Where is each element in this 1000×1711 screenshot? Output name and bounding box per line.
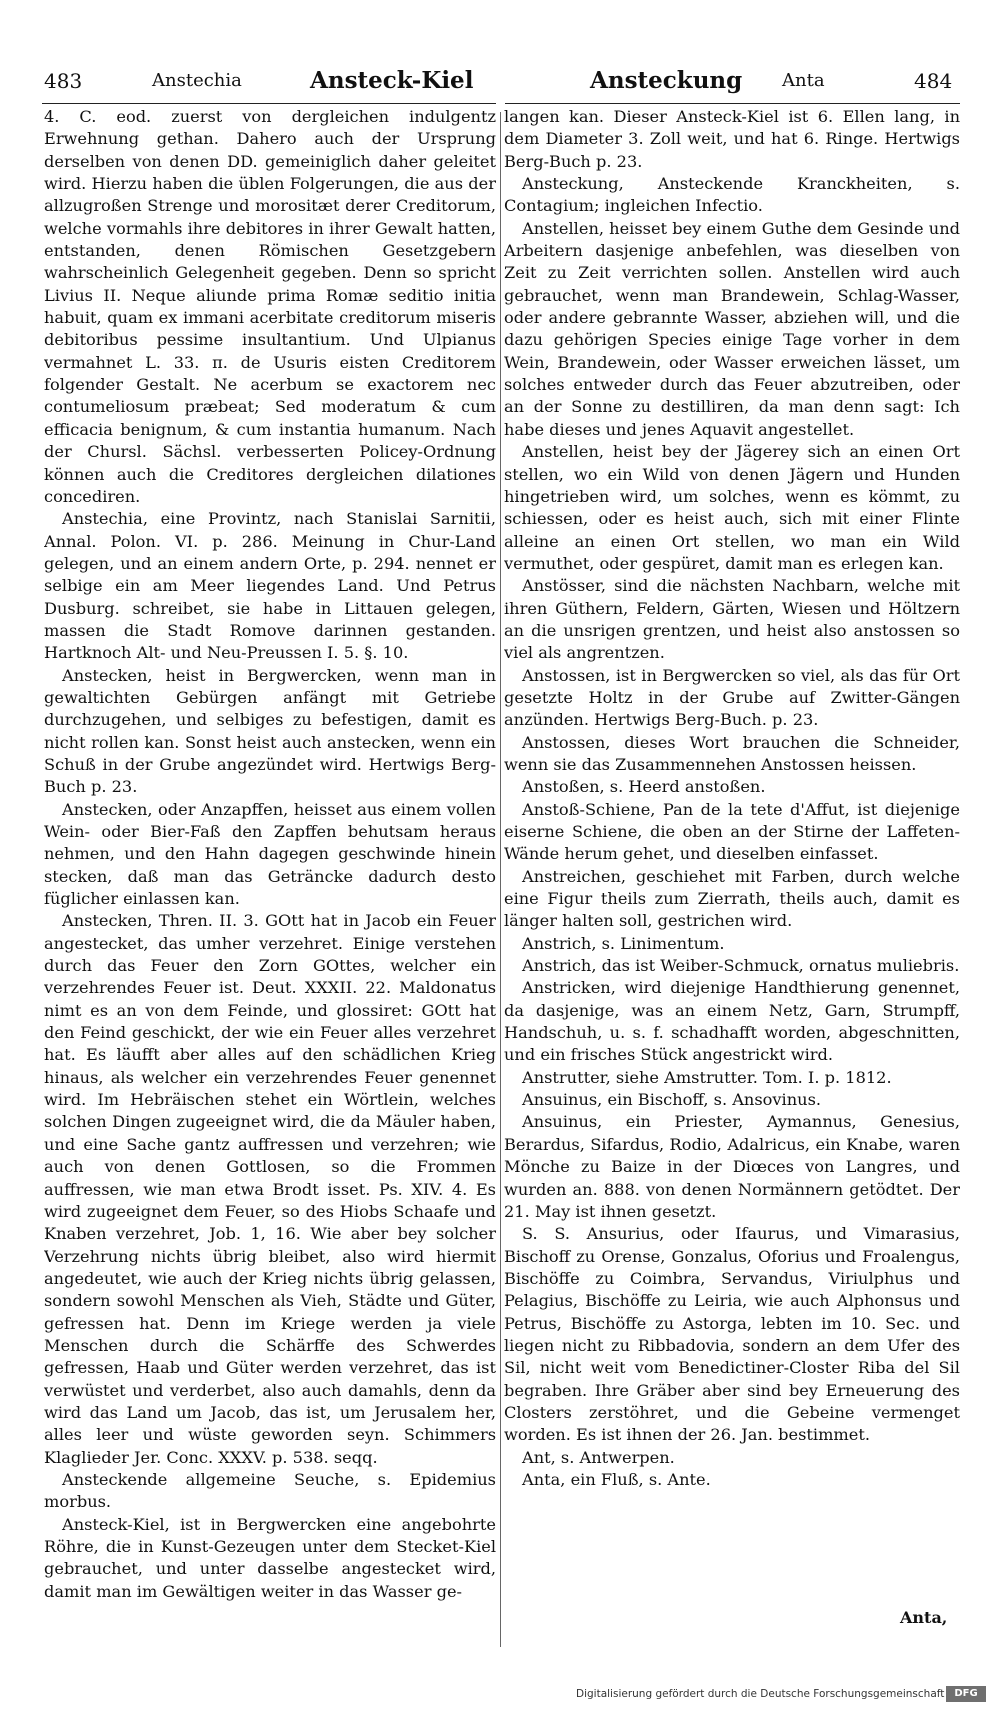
right-column (504, 106, 960, 1491)
entry-ansuinus-priester: Ansuinus, ein Priester, Aymannus, Genesius, Berardus, Sifardus, Rodio, Adalricus, ein Knabe, waren Mönche zu Baize in der Diœces von Langres, und wurden an. 888. von denen Normännern getödtet. Der 21. May ist ihnen gesetzt. (504, 1112, 960, 1221)
entry-anstoesser: Anstösser, sind die nächsten Nachbarn, welche mit ihren Güthern, Feldern, Gärten, Wiesen und Höltzern an die unsrigen grentzen, und heist also anstossen so viel als angrentzen. (504, 576, 960, 663)
entry-anstoss-schiene: Anstoß-Schiene, Pan de la tete d'Affut, ist diejenige eiserne Schiene, die oben an der Stirne der Laffeten-Wände herum gehet, und dieselben einfasset. (504, 799, 960, 864)
entry-anstrich-liniment: Anstrich, s. Linimentum. (522, 933, 725, 953)
entry-anstricken: Anstricken, wird diejenige Handthierung genennet, da dasjenige, was an einem Netz, Garn, Strumpff, Handschuh, u. s. f. schadhafft worden, abgeschnitten, und ein frisches Stück angestrickt wird. (504, 978, 960, 1065)
left-column (44, 106, 496, 1603)
entry-anstellen-jaegerey: Anstellen, heist bey der Jägerey sich an einen Ort stellen, wo ein Wild von denen Jägern und Hunden hingetrieben wird, um solches, wenn es kömmt, zu schiessen, oder es heist auch, sich mit einer Flinte alleine an einen Ort stellen, wo man ein Wild vermuthet, oder gespüret, damit man es erlegen kan. (504, 442, 960, 573)
entry-anstrich-schmuck: Anstrich, das ist Weiber-Schmuck, ornatus muliebris. (522, 956, 960, 976)
header-title-right: Ansteckung (590, 67, 743, 94)
header-keyword-left: Anstechia (152, 70, 242, 91)
entry-ant: Ant, s. Antwerpen. (522, 1447, 675, 1467)
entry-anstecken-bergwerck: Anstecken, heist in Bergwercken, wenn man in gewaltichten Gebürgen anfängt mit Getriebe durchzugehen, und selbiges zu befestigen, damit es nicht rollen kan. Sonst heist auch anstecken, wenn ein Schuß in der Grube angezündet wird. Hertwigs Berg-Buch p. 23. (44, 665, 496, 797)
paragraph: langen kan. Dieser Ansteck-Kiel ist 6. Ellen lang, in dem Diameter 3. Zoll weit, und hat 6. Ringe. Hertwigs Berg-Buch p. 23. (504, 107, 960, 171)
dfg-logo: DFG (946, 1686, 986, 1702)
header-rule-right (505, 103, 960, 104)
entry-anstechia: Anstechia, eine Provintz, nach Stanislai Sarnitii, Annal. Polon. VI. p. 286. Meinung in Chur-Land gelegen, und an einem andern Orte, p. 294. nennet er selbige ein am Meer liegendes Land. Und Petrus Dusburg. schreibet, sie habe in Littauen gelegen, massen die Stadt Romove darinnen gestanden. Hartknoch Alt- und Neu-Preussen I. 5. §. 10. (44, 509, 496, 663)
entry-ansuinus-bischoff: Ansuinus, ein Bischoff, s. Ansovinus. (522, 1090, 822, 1110)
entry-ansurius: S. S. Ansurius, oder Ifaurus, und Vimarasius, Bischoff zu Orense, Gonzalus, Oforius und Froalengus, Bischöffe zu Coimbra, Servandus, Viriulphus und Pelagius, Bischöffe zu Leiria, wie auch Alphonsus und Petrus, Bischöffe zu Astorga, lebten im 10. Sec. und liegen nicht zu Ribbadovia, sondern an dem Ufer des Sil, nicht weit vom Benedictiner-Closter Riba del Sil begraben. Ihre Gräber aber sind bey Erneuerung des Closters zerstöhret, und die Gebeine vermenget worden. Es ist ihnen der 26. Jan. bestimmet. (504, 1224, 960, 1445)
entry-anstellen-guth: Anstellen, heisset bey einem Guthe dem Gesinde und Arbeitern dasjenige anbefehlen, was dieselben von Zeit zu Zeit verrichten sollen. Anstellen wird auch gebrauchet, wenn man Brandewein, Schlag-Wasser, oder andere gebrannte Wasser, abziehen will, und die dazu gehörigen Species einige Tage vorher in dem Wein, Brandewein, oder Wasser erweichen lässet, um solches entweder durch das Feuer abzutreiben, oder an der Sonne zu destilliren, da man denn sagt: Ich habe dieses und jenes Aquavit angestellet. (504, 218, 960, 439)
digitization-credit: Digitalisierung gefördert durch die Deutsche Forschungsgemeinschaft (576, 1688, 945, 1700)
entry-anstossen-heerd: Anstoßen, s. Heerd anstoßen. (522, 777, 766, 797)
entry-anstrutter: Anstrutter, siehe Amstrutter. Tom. I. p. 1812. (522, 1067, 892, 1087)
page-number-right: 484 (914, 69, 953, 93)
column-divider (500, 112, 501, 1647)
entry-ansteckende-seuche: Ansteckende allgemeine Seuche, s. Epidemius morbus. (44, 1469, 496, 1512)
entry-anstecken-thren: Anstecken, Thren. II. 3. GOtt hat in Jacob ein Feuer angestecket, das umher verzehret. Einige verstehen durch das Feuer den Zorn GOttes, welcher ein verzehrendes Feuer ist. Deut. XXXII. 22. Maldonatus nimt es an von dem Feinde, und glossiret: GOtt hat den Feind geschickt, der wie ein Feuer alles verzehret hat. Es läufft aber alles auf den schädlichen Krieg hinaus, als welcher ein verzehrendes Feuer genennet wird. Im Hebräischen stehet ein Wörtlein, welches solchen Dingen zugeeignet wird, die da Mäuler haben, und eine Sache gantz auffressen und verzehren; wie auch von denen Gottlosen, so die Frommen auffressen, wie man etwa Brodt isset. Ps. XIV. 4. Es wird zugeeignet dem Feuer, so des Hiobs Schaafe und Knaben verzehret, Job. 1, 16. Wie aber bey solcher Verzehrung nichts übrig bleibet, also wird hiermit angedeutet, wie auch der Krieg nichts übrig gelassen, sondern sowohl Menschen als Vieh, Städte und Güter, gefressen hat. Denn im Kriege werden ja viele Menschen durch die Schärffe des Schwerdes gefressen, Haab und Güter werden verzehret, das ist verwüstet und verderbet, also auch damahls, denn da wird das Land um Jacob, das ist, um Jerusalem her, alles leer und wüste geworden seyn. Schimmers Klaglieder Jer. Conc. XXXV. p. 538. seqq. (44, 911, 496, 1467)
entry-ansteck-kiel: Ansteck-Kiel, ist in Bergwercken eine angebohrte Röhre, die in Kunst-Gezeugen unter dem Stecket-Kiel gebrauchet, und unter dasselbe angestecket wird, damit man im Gewältigen weiter in das Wasser ge- (44, 1514, 496, 1601)
entry-anta: Anta, ein Fluß, s. Ante. (522, 1469, 711, 1489)
entry-anstreichen: Anstreichen, geschiehet mit Farben, durch welche eine Figur theils zum Zierrath, theils auch, damit es länger halten soll, gestrichen wird. (504, 866, 960, 931)
header-rule-left (42, 103, 496, 104)
header-keyword-right: Anta (782, 70, 825, 91)
running-header (42, 64, 960, 98)
entry-anstossen-bergwerck: Anstossen, ist in Bergwercken so viel, als das für Ort gesetzte Holtz in der Grube auf Zwitter-Gängen anzünden. Hertwigs Berg-Buch. p. 23. (504, 665, 960, 730)
page-number-left: 483 (44, 69, 83, 93)
entry-anstossen-schneider: Anstossen, dieses Wort brauchen die Schneider, wenn sie das Zusammennehen Anstossen heissen. (504, 732, 960, 774)
paragraph: 4. C. eod. zuerst von dergleichen indulgentz Erwehnung gethan. Dahero auch der Ursprung derselben von denen DD. gemeiniglich daher geleitet wird. Hierzu haben die üblen Folgerungen, die aus der allzugroßen Strenge und morositæt derer Creditorum, welche vormahls ihre debitores in ihrer Gewalt hatten, entstanden, denen Römischen Gesetzgebern wahrscheinlich Gelegenheit gegeben. Denn so spricht Livius II. Neque aliunde prima Romæ seditio initia habuit, quam ex immani acerbitate creditorum miseris debitoribus pessime insultantium. Und Ulpianus vermahnet L. 33. π. de Usuris eisten Creditorem folgender Gestalt. Ne acerbum se exactorem nec contumeliosum præbeat; Sed moderatum & cum efficacia benignum, & cum instantia humanum. Nach der Chursl. Sächsl. verbesserten Policey-Ordnung können auch die Creditores dergleichen dilationes concediren. (44, 107, 496, 506)
catchword: Anta, (900, 1608, 948, 1627)
entry-ansteckung: Ansteckung, Ansteckende Kranckheiten, s. Contagium; ingleichen Infectio. (504, 174, 960, 216)
header-title-left: Ansteck-Kiel (310, 67, 474, 94)
entry-anstecken-anzapffen: Anstecken, oder Anzapffen, heisset aus einem vollen Wein- oder Bier-Faß den Zapffen behutsam heraus nehmen, und den Hahn dagegen geschwinde hinein stecken, daß man das Geträncke dadurch desto füglicher einlassen kan. (44, 799, 496, 909)
